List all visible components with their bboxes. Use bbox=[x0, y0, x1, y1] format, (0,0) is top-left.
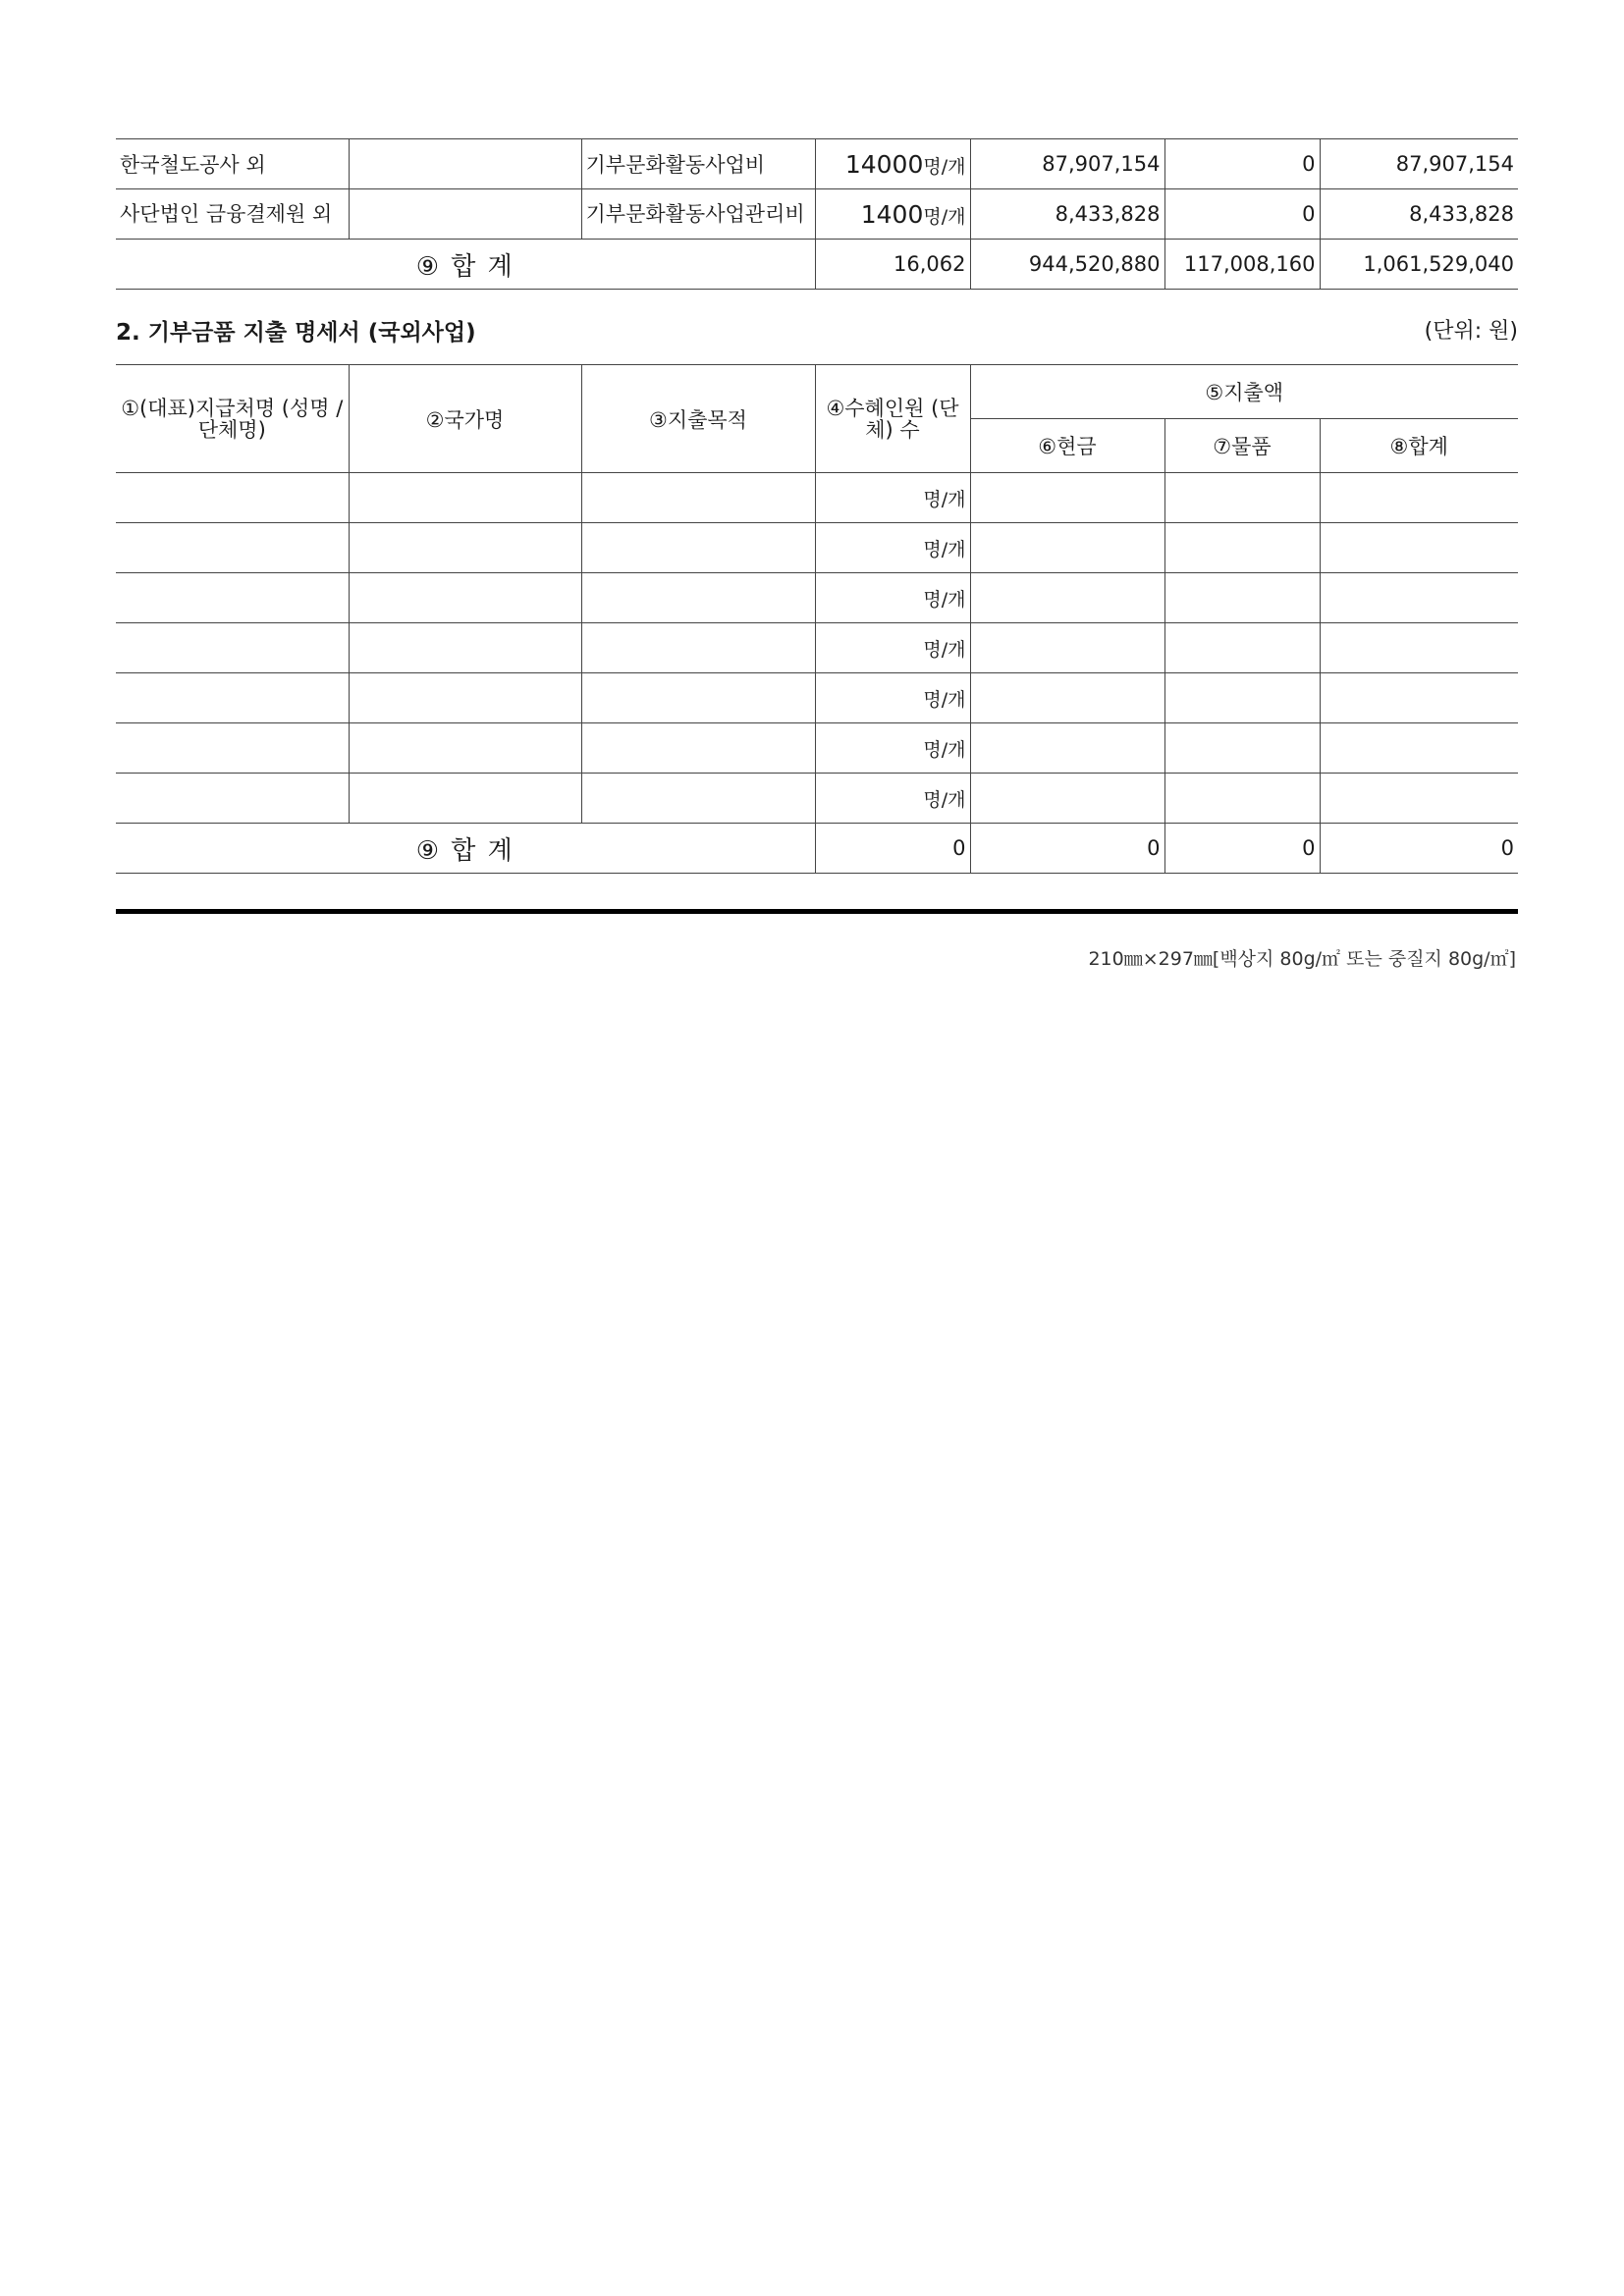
total-cash-cell: 0 bbox=[970, 824, 1164, 874]
beneficiary-count: 1400 bbox=[860, 199, 924, 229]
count-unit: 명/개 bbox=[923, 788, 966, 811]
country-cell bbox=[349, 139, 581, 189]
count-unit: 명/개 bbox=[923, 488, 966, 510]
header-total: ⑧합계 bbox=[1320, 419, 1518, 473]
beneficiary-count-cell bbox=[815, 723, 970, 774]
purpose-cell bbox=[581, 774, 815, 824]
purpose-cell bbox=[581, 673, 815, 723]
recipient-cell bbox=[116, 623, 349, 673]
beneficiary-count-cell bbox=[815, 774, 970, 824]
cash-cell bbox=[970, 623, 1164, 673]
beneficiary-count-cell bbox=[815, 573, 970, 623]
unit-note: (단위: 원) bbox=[1424, 319, 1518, 344]
goods-cell: 0 bbox=[1164, 189, 1320, 240]
header-row bbox=[116, 365, 1518, 419]
goods-cell bbox=[1164, 673, 1320, 723]
table-row bbox=[116, 623, 1518, 673]
paper-size-footnote: 210㎜×297㎜[백상지 80g/㎡ 또는 중질지 80g/㎡] bbox=[1088, 948, 1516, 970]
purpose-cell: 기부문화활동사업관리비 bbox=[581, 189, 815, 240]
goods-cell bbox=[1164, 774, 1320, 824]
country-cell bbox=[349, 189, 581, 240]
count-unit: 명/개 bbox=[923, 205, 966, 228]
header-beneficiaries: ④수혜인원 (단체) 수 bbox=[815, 365, 970, 473]
header-goods: ⑦물품 bbox=[1164, 419, 1320, 473]
total-cell bbox=[1320, 623, 1518, 673]
total-row bbox=[116, 824, 1518, 874]
table-row bbox=[116, 774, 1518, 824]
beneficiary-count-cell bbox=[815, 473, 970, 523]
total-label: ⑨ 합 계 bbox=[116, 240, 815, 290]
beneficiary-count-cell bbox=[815, 623, 970, 673]
country-cell bbox=[349, 473, 581, 523]
total-goods-cell: 0 bbox=[1164, 824, 1320, 874]
recipient-cell: 한국철도공사 외 bbox=[116, 139, 349, 189]
section-title: 2. 기부금품 지출 명세서 (국외사업) bbox=[116, 320, 476, 346]
cash-cell bbox=[970, 523, 1164, 573]
cash-cell: 87,907,154 bbox=[970, 139, 1164, 189]
table-row bbox=[116, 139, 1518, 189]
domestic-expenditure-table bbox=[116, 138, 1518, 290]
header-purpose: ③지출목적 bbox=[581, 365, 815, 473]
recipient-cell bbox=[116, 573, 349, 623]
beneficiary-count-cell bbox=[815, 523, 970, 573]
count-unit: 명/개 bbox=[923, 688, 966, 711]
total-count-cell: 16,062 bbox=[815, 240, 970, 290]
recipient-cell bbox=[116, 673, 349, 723]
goods-cell: 0 bbox=[1164, 139, 1320, 189]
table-row bbox=[116, 673, 1518, 723]
total-count-cell: 0 bbox=[815, 824, 970, 874]
count-unit: 명/개 bbox=[923, 155, 966, 178]
table-row bbox=[116, 189, 1518, 240]
cash-cell bbox=[970, 573, 1164, 623]
recipient-cell bbox=[116, 723, 349, 774]
purpose-cell bbox=[581, 573, 815, 623]
purpose-cell bbox=[581, 473, 815, 523]
table-row bbox=[116, 473, 1518, 523]
header-country: ②국가명 bbox=[349, 365, 581, 473]
country-cell bbox=[349, 623, 581, 673]
recipient-cell: 사단법인 금융결제원 외 bbox=[116, 189, 349, 240]
total-cell bbox=[1320, 673, 1518, 723]
total-cell bbox=[1320, 573, 1518, 623]
total-cell: 87,907,154 bbox=[1320, 139, 1518, 189]
cash-cell bbox=[970, 723, 1164, 774]
divider bbox=[116, 909, 1518, 914]
purpose-cell bbox=[581, 723, 815, 774]
total-cash-cell: 944,520,880 bbox=[970, 240, 1164, 290]
total-row bbox=[116, 240, 1518, 290]
recipient-cell bbox=[116, 523, 349, 573]
beneficiary-count-cell bbox=[815, 673, 970, 723]
goods-cell bbox=[1164, 473, 1320, 523]
table-body bbox=[116, 473, 1518, 824]
goods-cell bbox=[1164, 623, 1320, 673]
goods-cell bbox=[1164, 723, 1320, 774]
cash-cell: 8,433,828 bbox=[970, 189, 1164, 240]
country-cell bbox=[349, 523, 581, 573]
header-amount: ⑤지출액 bbox=[970, 365, 1518, 419]
cash-cell bbox=[970, 473, 1164, 523]
country-cell bbox=[349, 723, 581, 774]
total-cell bbox=[1320, 774, 1518, 824]
total-cell: 8,433,828 bbox=[1320, 189, 1518, 240]
recipient-cell bbox=[116, 473, 349, 523]
purpose-cell bbox=[581, 523, 815, 573]
total-label: ⑨ 합 계 bbox=[116, 824, 815, 874]
goods-cell bbox=[1164, 523, 1320, 573]
cash-cell bbox=[970, 774, 1164, 824]
table-row bbox=[116, 573, 1518, 623]
cash-cell bbox=[970, 673, 1164, 723]
header-cash: ⑥현금 bbox=[970, 419, 1164, 473]
country-cell bbox=[349, 573, 581, 623]
table-row bbox=[116, 523, 1518, 573]
count-unit: 명/개 bbox=[923, 738, 966, 761]
header-recipient: ①(대표)지급처명 (성명 / 단체명) bbox=[116, 365, 349, 473]
beneficiary-count-cell bbox=[815, 139, 970, 189]
count-unit: 명/개 bbox=[923, 588, 966, 611]
country-cell bbox=[349, 673, 581, 723]
total-cell bbox=[1320, 723, 1518, 774]
total-goods-cell: 117,008,160 bbox=[1164, 240, 1320, 290]
goods-cell bbox=[1164, 573, 1320, 623]
total-cell bbox=[1320, 473, 1518, 523]
recipient-cell bbox=[116, 774, 349, 824]
purpose-cell bbox=[581, 623, 815, 673]
grand-total-cell: 0 bbox=[1320, 824, 1518, 874]
count-unit: 명/개 bbox=[923, 538, 966, 561]
total-cell bbox=[1320, 523, 1518, 573]
purpose-cell: 기부문화활동사업비 bbox=[581, 139, 815, 189]
overseas-expenditure-table bbox=[116, 364, 1518, 874]
country-cell bbox=[349, 774, 581, 824]
table-row bbox=[116, 723, 1518, 774]
beneficiary-count: 14000 bbox=[844, 149, 924, 179]
count-unit: 명/개 bbox=[923, 638, 966, 661]
beneficiary-count-cell bbox=[815, 189, 970, 240]
grand-total-cell: 1,061,529,040 bbox=[1320, 240, 1518, 290]
